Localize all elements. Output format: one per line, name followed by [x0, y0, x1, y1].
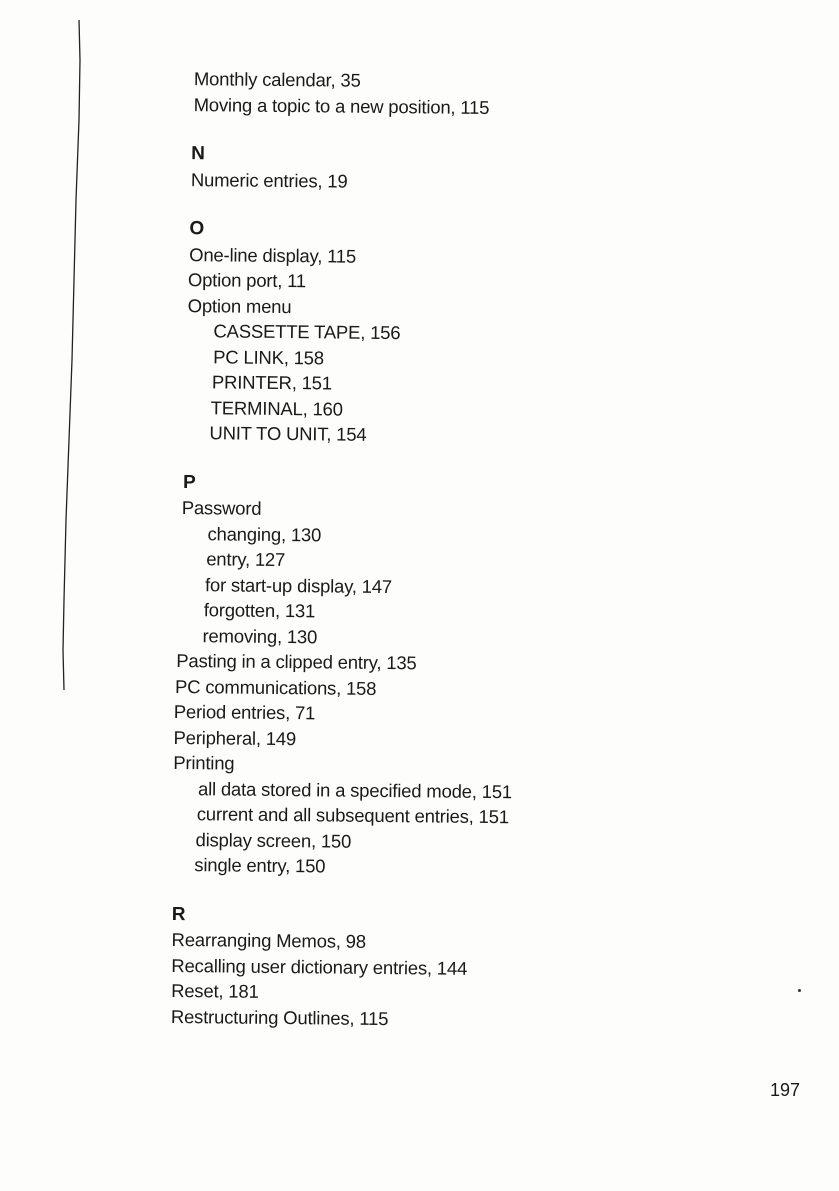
index-entry: Password — [181, 497, 262, 519]
index-entry: Numeric entries, 19 — [190, 168, 348, 192]
index-subentry: TERMINAL, 160 — [210, 396, 343, 420]
index-subentry: display screen, 150 — [195, 828, 352, 852]
index-subentry: changing, 130 — [207, 522, 322, 545]
index-subentry: PRINTER, 151 — [211, 371, 333, 394]
index-entry: Pasting in a clipped entry, 135 — [176, 649, 417, 674]
index-subentry: PC LINK, 158 — [213, 345, 325, 368]
index-entry: PC communications, 158 — [174, 675, 377, 699]
section-letter-o: O — [189, 218, 205, 240]
index-entry: Monthly calendar, 35 — [193, 68, 361, 91]
index-entry: Rearranging Memos, 98 — [171, 928, 366, 952]
index-subentry: CASSETTE TAPE, 156 — [213, 320, 401, 344]
index-subentry: entry, 127 — [206, 548, 286, 571]
index-subentry: UNIT TO UNIT, 154 — [209, 422, 367, 445]
index-subentry: all data stored in a specified mode, 151 — [197, 777, 513, 802]
index-entry: Option port, 11 — [187, 269, 307, 292]
section-letter-p: P — [182, 471, 196, 493]
index-subentry: removing, 130 — [202, 624, 318, 647]
index-entry: Restructuring Outlines, 115 — [170, 1005, 389, 1029]
index-entry: Moving a topic to a new position, 115 — [193, 93, 490, 118]
index-subentry: single entry, 150 — [194, 854, 326, 877]
scan-speck — [798, 989, 801, 992]
index-entry: One-line display, 115 — [189, 243, 357, 267]
index-entry: Option menu — [187, 294, 292, 317]
section-letter-n: N — [191, 143, 205, 165]
index-subentry: for start-up display, 147 — [204, 573, 393, 597]
index-page — [171, 66, 740, 1034]
index-entry: Printing — [173, 751, 235, 774]
binding-edge-line — [0, 0, 90, 720]
index-subentry: current and all subsequent entries, 151 — [196, 803, 509, 828]
index-entry: Period entries, 71 — [173, 700, 316, 724]
index-entry: Recalling user dictionary entries, 144 — [171, 954, 468, 979]
page-number: 197 — [770, 1080, 801, 1100]
index-subentry: forgotten, 131 — [203, 599, 316, 622]
section-letter-r: R — [171, 903, 186, 925]
index-entry: Peripheral, 149 — [173, 726, 297, 749]
index-entry: Reset, 181 — [171, 979, 259, 1002]
